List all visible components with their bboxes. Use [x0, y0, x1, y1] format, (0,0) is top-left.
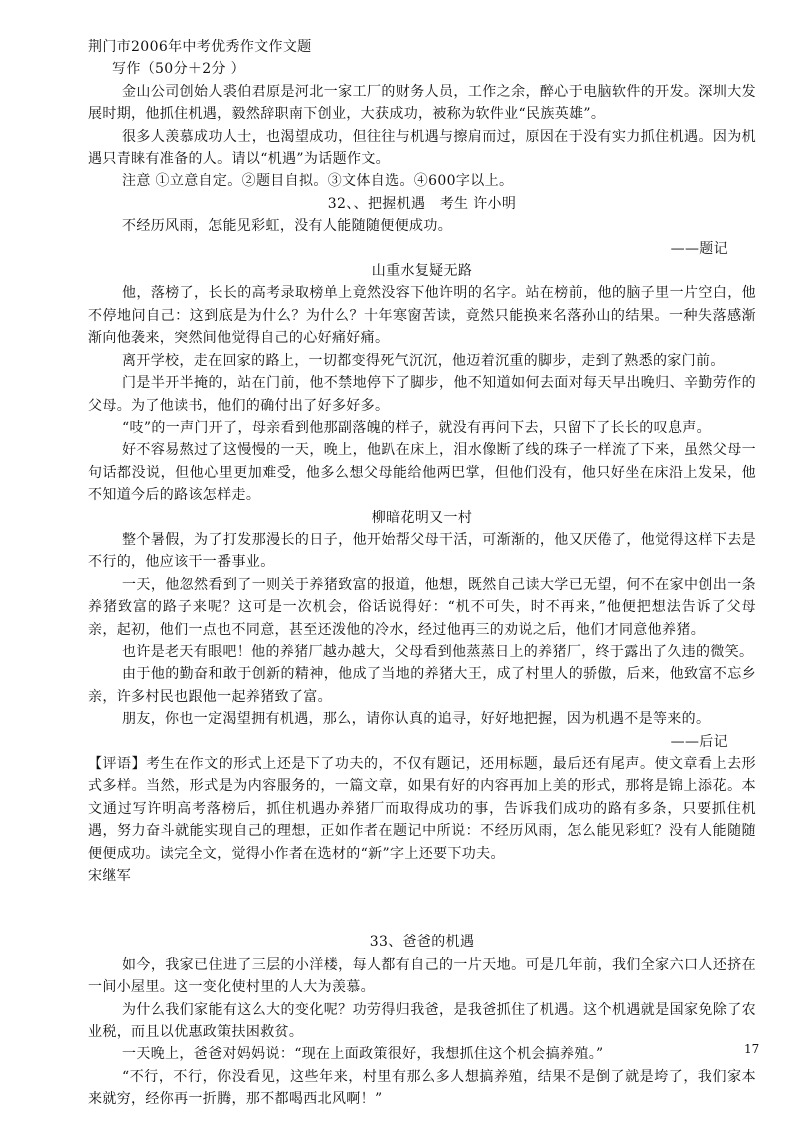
essay-paragraph: 一天晚上，爸爸对妈妈说：“现在上面政策很好，我想抓住这个机会搞养殖。” [122, 1046, 604, 1063]
reviewer-name: 宋继军 [88, 868, 132, 885]
afterword-label: ——后记 [670, 733, 728, 750]
essay-paragraph: 为什么我们家能有这么大的变化呢？功劳得归我爸，是我爸抓住了机遇。这个机遇就是国家免除了农业税，而且以优惠政策扶困救贫。 [88, 1001, 756, 1041]
document-page [88, 36, 756, 1111]
epigraph: 不经历风雨，怎能见彩虹，没有人能随随便便成功。 [122, 218, 453, 235]
essay-paragraph: 朋友，你也一定渴望拥有机遇，那么，请你认真的追寻，好好地把握，因为机遇不是等来的。 [122, 711, 711, 728]
section-title: 山重水复疑无路 [371, 263, 473, 280]
section-title: 柳暗花明又一村 [371, 509, 473, 526]
essay-paragraph: 由于他的勤奋和敢于创新的精神，他成了当地的养猪大王，成了村里人的骄傲，后来，他致富不忘乡亲，许多村民也跟他一起养猪致了富。 [88, 666, 756, 705]
essay-paragraph: 好不容易熬过了这慢慢的一天，晚上，他趴在床上，泪水像断了线的珠子一样流了下来，虽然父母一句话都没说，但他心里更加难受，他多么想父母能给他两巴掌，但他们没有，他只好坐在床沿上发呆，他不知道今后的路该怎样走。 [88, 442, 756, 504]
essay-paragraph: 一天，他忽然看到了一则关于养猪致富的报道，他想，既然自己读大学已无望，何不在家中创出一条养猪致富的路子来呢？这可是一次机会，俗话说得好：“机不可失，时不再来，”他便把想法告诉了父母亲，起初，他们一点也不同意，甚至还泼他的冷水，经过他再三的劝说之后，他们才同意他养猪。 [88, 576, 756, 638]
epigraph-label: ——题记 [670, 240, 728, 257]
essay-paragraph: 整个暑假，为了打发那漫长的日子，他开始帮父母干活，可渐渐的，他又厌倦了，他觉得这样下去是不行的，他应该干一番事业。 [88, 531, 756, 571]
essay-paragraph: “不行，不行，你没看见，这些年来，村里有那么多人想搞养殖，结果不是倒了就是垮了，我们家本来就穷，经你再一折腾，那不都喝西北风啊！” [88, 1068, 756, 1108]
essay-paragraph: 也许是老天有眼吧！他的养猪厂越办越大，父母看到他蒸蒸日上的养猪厂，终于露出了久违的微笑。 [122, 643, 754, 660]
essay-paragraph: 门是半开半掩的，站在门前，他不禁地停下了脚步，他不知道如何去面对每天早出晚归、辛勤劳作的父母。为了他读书，他们的确付出了好多好多。 [88, 375, 756, 414]
essay-title: 32、、把握机遇 考生 许小明 [327, 195, 517, 212]
essay-title: 33、爸爸的机遇 [369, 934, 475, 951]
prompt-paragraph: 很多人羡慕成功人士，也渴望成功，但往往与机遇与擦肩而过，原因在于没有实力抓住机遇。因为机遇只青睐有准备的人。请以“机遇”为话题作文。 [88, 128, 756, 168]
teacher-comment: 【评语】考生在作文的形式上还是下了功夫的，不仅有题记，还用标题，最后还有尾声。使文章看上去形式多样。当然，形式是为内容服务的，一篇文章，如果有好的内容再加上美的形式，那将是锦上添花。本文通过写许明高考落榜后，抓住机遇办养猪厂而取得成功的事，告诉我们成功的路有多条，只要抓住机遇，努力奋斗就能实现自己的理想，正如作者在题记中所说：不经历风雨，怎么能见彩虹？没有人能随随便便成功。读完全文，觉得小作者在选材的“新”字上还要下功夫。 [88, 756, 756, 862]
essay-paragraph: 如今，我家已住进了三层的小洋楼，每人都有自己的一片天地。可是几年前，我们全家六口人还挤在一间小屋里。这一变化使村里的人大为羡慕。 [88, 956, 756, 996]
essay-paragraph: 离开学校，走在回家的路上，一切都变得死气沉沉，他迈着沉重的脚步，走到了熟悉的家门前。 [122, 352, 725, 369]
prompt-score: 写作（50分＋2分 ） [112, 61, 246, 78]
page-number: 17 [744, 1042, 760, 1056]
prompt-paragraph: 金山公司创始人裘伯君原是河北一家工厂的财务人员，工作之余，醉心于电脑软件的开发。深圳大发展时期，他抓住机遇，毅然辞职南下创业，大获成功，被称为软件业“民族英雄”。 [88, 83, 756, 123]
spacer [88, 887, 756, 931]
prompt-note: 注意 ①立意自定。②题目自拟。③文体自选。④600字以上。 [122, 173, 514, 190]
essay-paragraph: “吱”的一声门开了，母亲看到他那副落魄的样子，就没有再问下去，只留下了长长的叹息声。 [122, 419, 712, 436]
essay-paragraph: 他，落榜了，长长的高考录取榜单上竟然没容下他许明的名字。站在榜前，他的脑子里一片空白，他不停地问自己：这到底是为什么？为什么？十年寒窗苦读，竟然只能换来名落孙山的结果。一种失落感渐渐向他袭来，突然间他觉得自己的心好痛好痛。 [88, 285, 756, 347]
document-header: 荆门市2006年中考优秀作文作文题 [88, 39, 312, 55]
